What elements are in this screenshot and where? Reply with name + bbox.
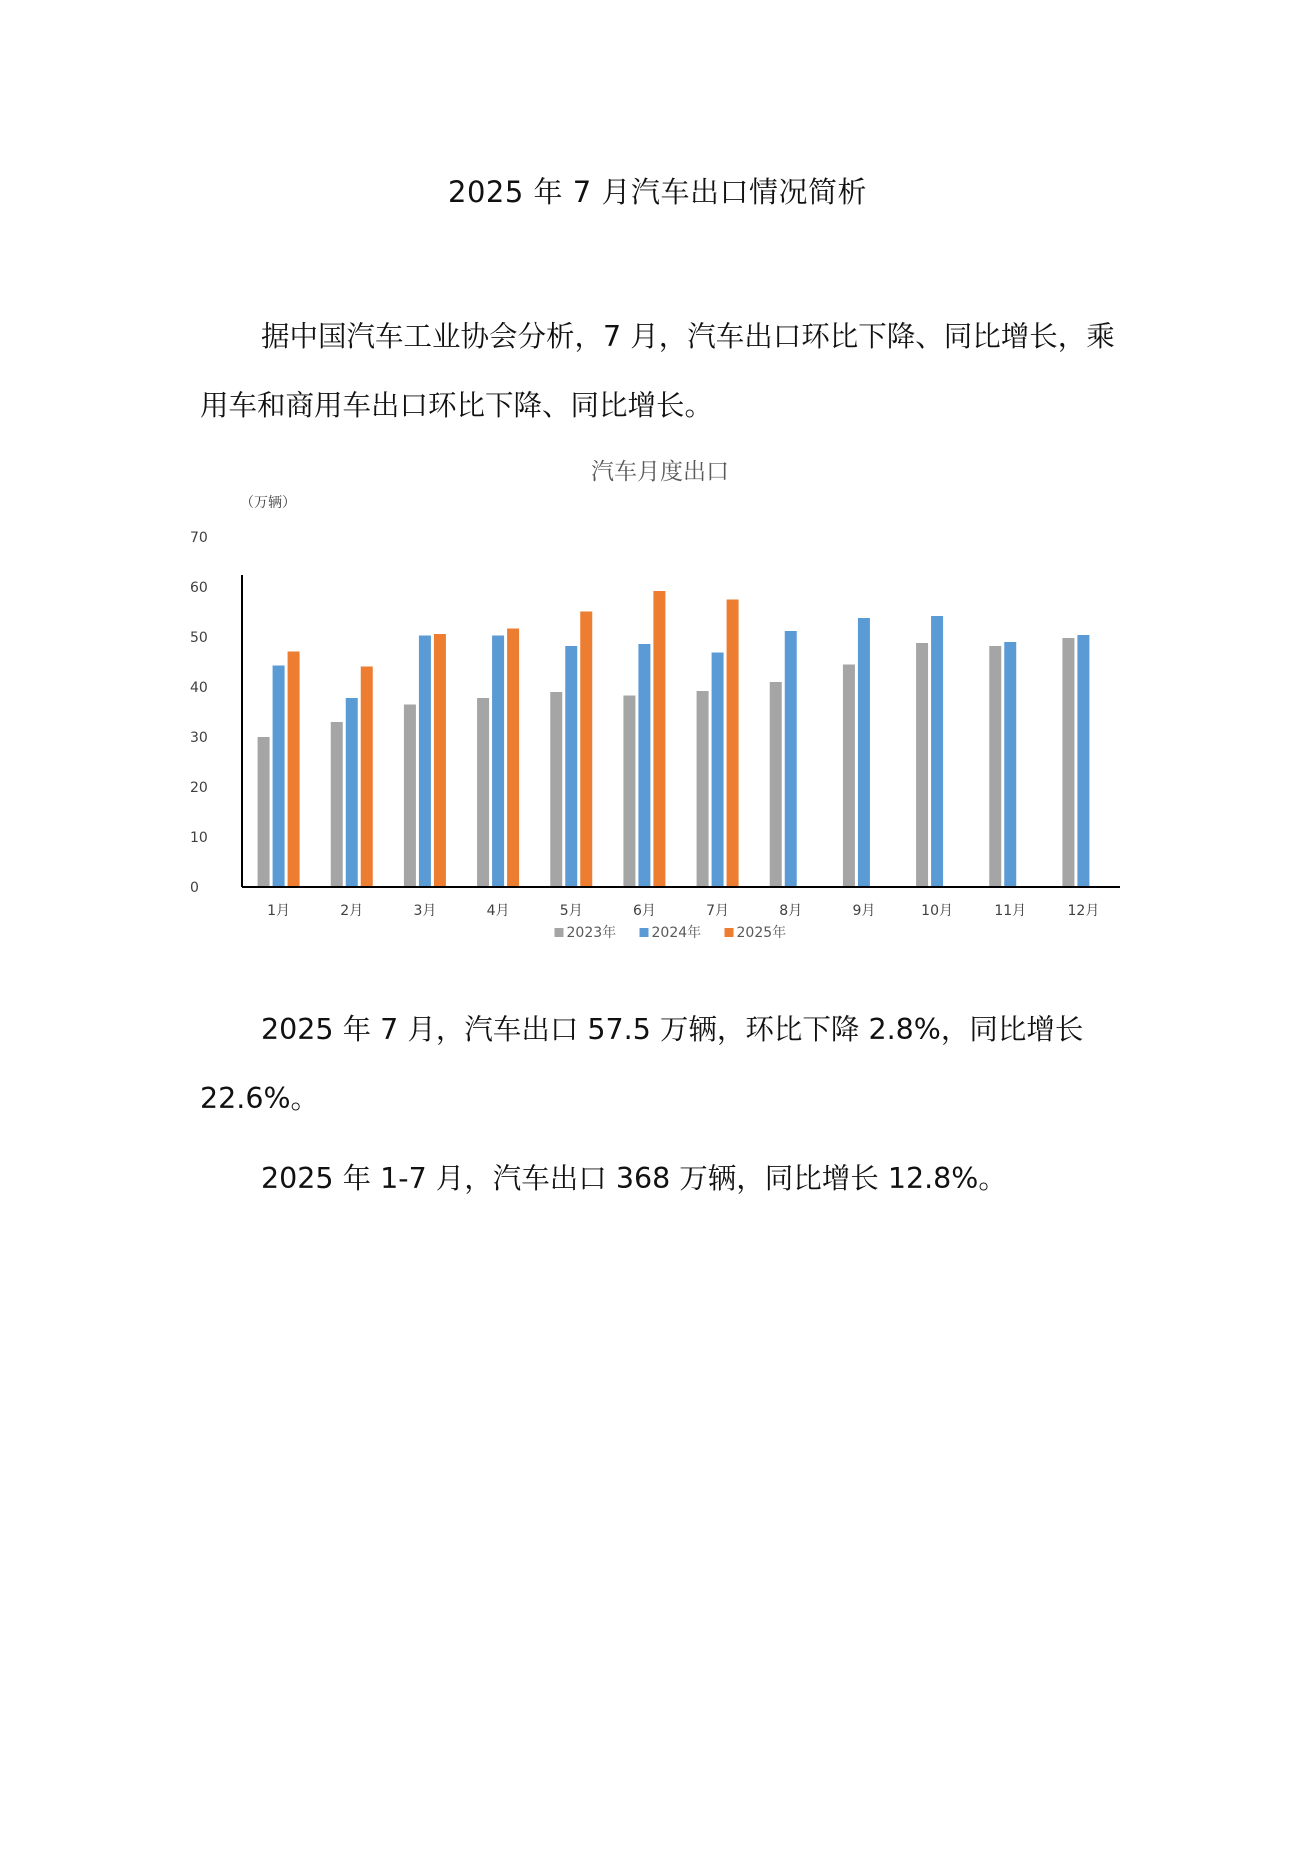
- monthly-export-chart: [190, 445, 1150, 965]
- bar-2024年-10月: [931, 616, 943, 887]
- bar-2025年-3月: [434, 634, 446, 887]
- bar-2023年-2月: [331, 722, 343, 887]
- legend-swatch: [640, 928, 649, 937]
- bar-2023年-11月: [989, 646, 1001, 887]
- x-axis-ticks: [267, 903, 1099, 919]
- x-tick-label: 3月: [413, 903, 437, 919]
- bar-2025年-1月: [288, 652, 300, 888]
- legend-label: 2024年: [651, 925, 702, 941]
- legend: [555, 924, 787, 941]
- y-tick-label: 50: [190, 630, 208, 646]
- x-tick-label: 4月: [486, 903, 510, 919]
- x-tick-label: 8月: [779, 903, 803, 919]
- x-tick-label: 5月: [559, 903, 583, 919]
- bar-2023年-4月: [477, 698, 489, 887]
- y-tick-label: 10: [190, 830, 208, 846]
- bar-2025年-2月: [361, 667, 373, 888]
- paragraph-intro: [200, 302, 1120, 440]
- bar-2024年-8月: [785, 631, 797, 887]
- y-tick-label: 40: [190, 680, 208, 696]
- x-tick-label: 10月: [921, 903, 953, 919]
- page-title: 2025 年 7 月汽车出口情况简析: [448, 175, 867, 209]
- bar-2025年-7月: [727, 600, 739, 888]
- x-tick-label: 7月: [706, 903, 730, 919]
- y-axis-ticks: [190, 530, 208, 896]
- bar-2025年-6月: [653, 591, 665, 887]
- bar-2023年-9月: [843, 665, 855, 888]
- legend-swatch: [555, 928, 564, 937]
- bar-2024年-11月: [1004, 642, 1016, 887]
- x-tick-label: 2月: [340, 903, 364, 919]
- x-tick-label: 6月: [632, 903, 656, 919]
- bar-2024年-12月: [1077, 635, 1089, 887]
- y-tick-label: 60: [190, 580, 208, 596]
- y-tick-label: 20: [190, 780, 208, 796]
- bars: [258, 591, 1090, 887]
- paragraph-intro-text: 据中国汽车工业协会分析，7 月，汽车出口环比下降、同比增长，乘用车和商用车出口环比下降、同比增长。: [200, 320, 1115, 422]
- paragraph-july-text: 2025 年 7 月，汽车出口 57.5 万辆，环比下降 2.8%，同比增长 22.6%。: [200, 1013, 1084, 1115]
- y-axis-unit-label: （万辆）: [240, 495, 296, 511]
- legend-swatch: [725, 928, 734, 937]
- chart-title: 汽车月度出口: [591, 459, 729, 485]
- bar-2025年-5月: [580, 612, 592, 888]
- x-tick-label: 1月: [267, 903, 291, 919]
- bar-2023年-6月: [623, 696, 635, 888]
- bar-2023年-3月: [404, 705, 416, 888]
- bar-2024年-2月: [346, 698, 358, 887]
- bar-2023年-12月: [1062, 638, 1074, 887]
- bar-2024年-3月: [419, 636, 431, 888]
- paragraph-ytd-text: 2025 年 1-7 月，汽车出口 368 万辆，同比增长 12.8%。: [261, 1162, 1007, 1195]
- y-tick-label: 70: [190, 530, 208, 546]
- x-tick-label: 11月: [994, 903, 1027, 919]
- bar-2024年-7月: [712, 653, 724, 888]
- bar-2024年-4月: [492, 636, 504, 888]
- bar-2024年-6月: [638, 644, 650, 887]
- x-tick-label: 9月: [852, 903, 876, 919]
- bar-2024年-9月: [858, 618, 870, 887]
- paragraph-july: [200, 995, 1120, 1133]
- bar-2023年-7月: [697, 691, 709, 887]
- legend-label: 2023年: [566, 925, 617, 941]
- bar-2023年-8月: [770, 682, 782, 887]
- bar-2023年-5月: [550, 692, 562, 887]
- legend-label: 2025年: [736, 925, 787, 941]
- y-tick-label: 0: [190, 880, 199, 896]
- x-tick-label: 12月: [1067, 903, 1100, 919]
- bar-2023年-1月: [258, 737, 270, 887]
- bar-2023年-10月: [916, 643, 928, 887]
- y-tick-label: 30: [190, 730, 208, 746]
- bar-2025年-4月: [507, 629, 519, 888]
- bar-2024年-5月: [565, 646, 577, 887]
- paragraph-ytd: [200, 1144, 1120, 1213]
- bar-2024年-1月: [273, 666, 285, 888]
